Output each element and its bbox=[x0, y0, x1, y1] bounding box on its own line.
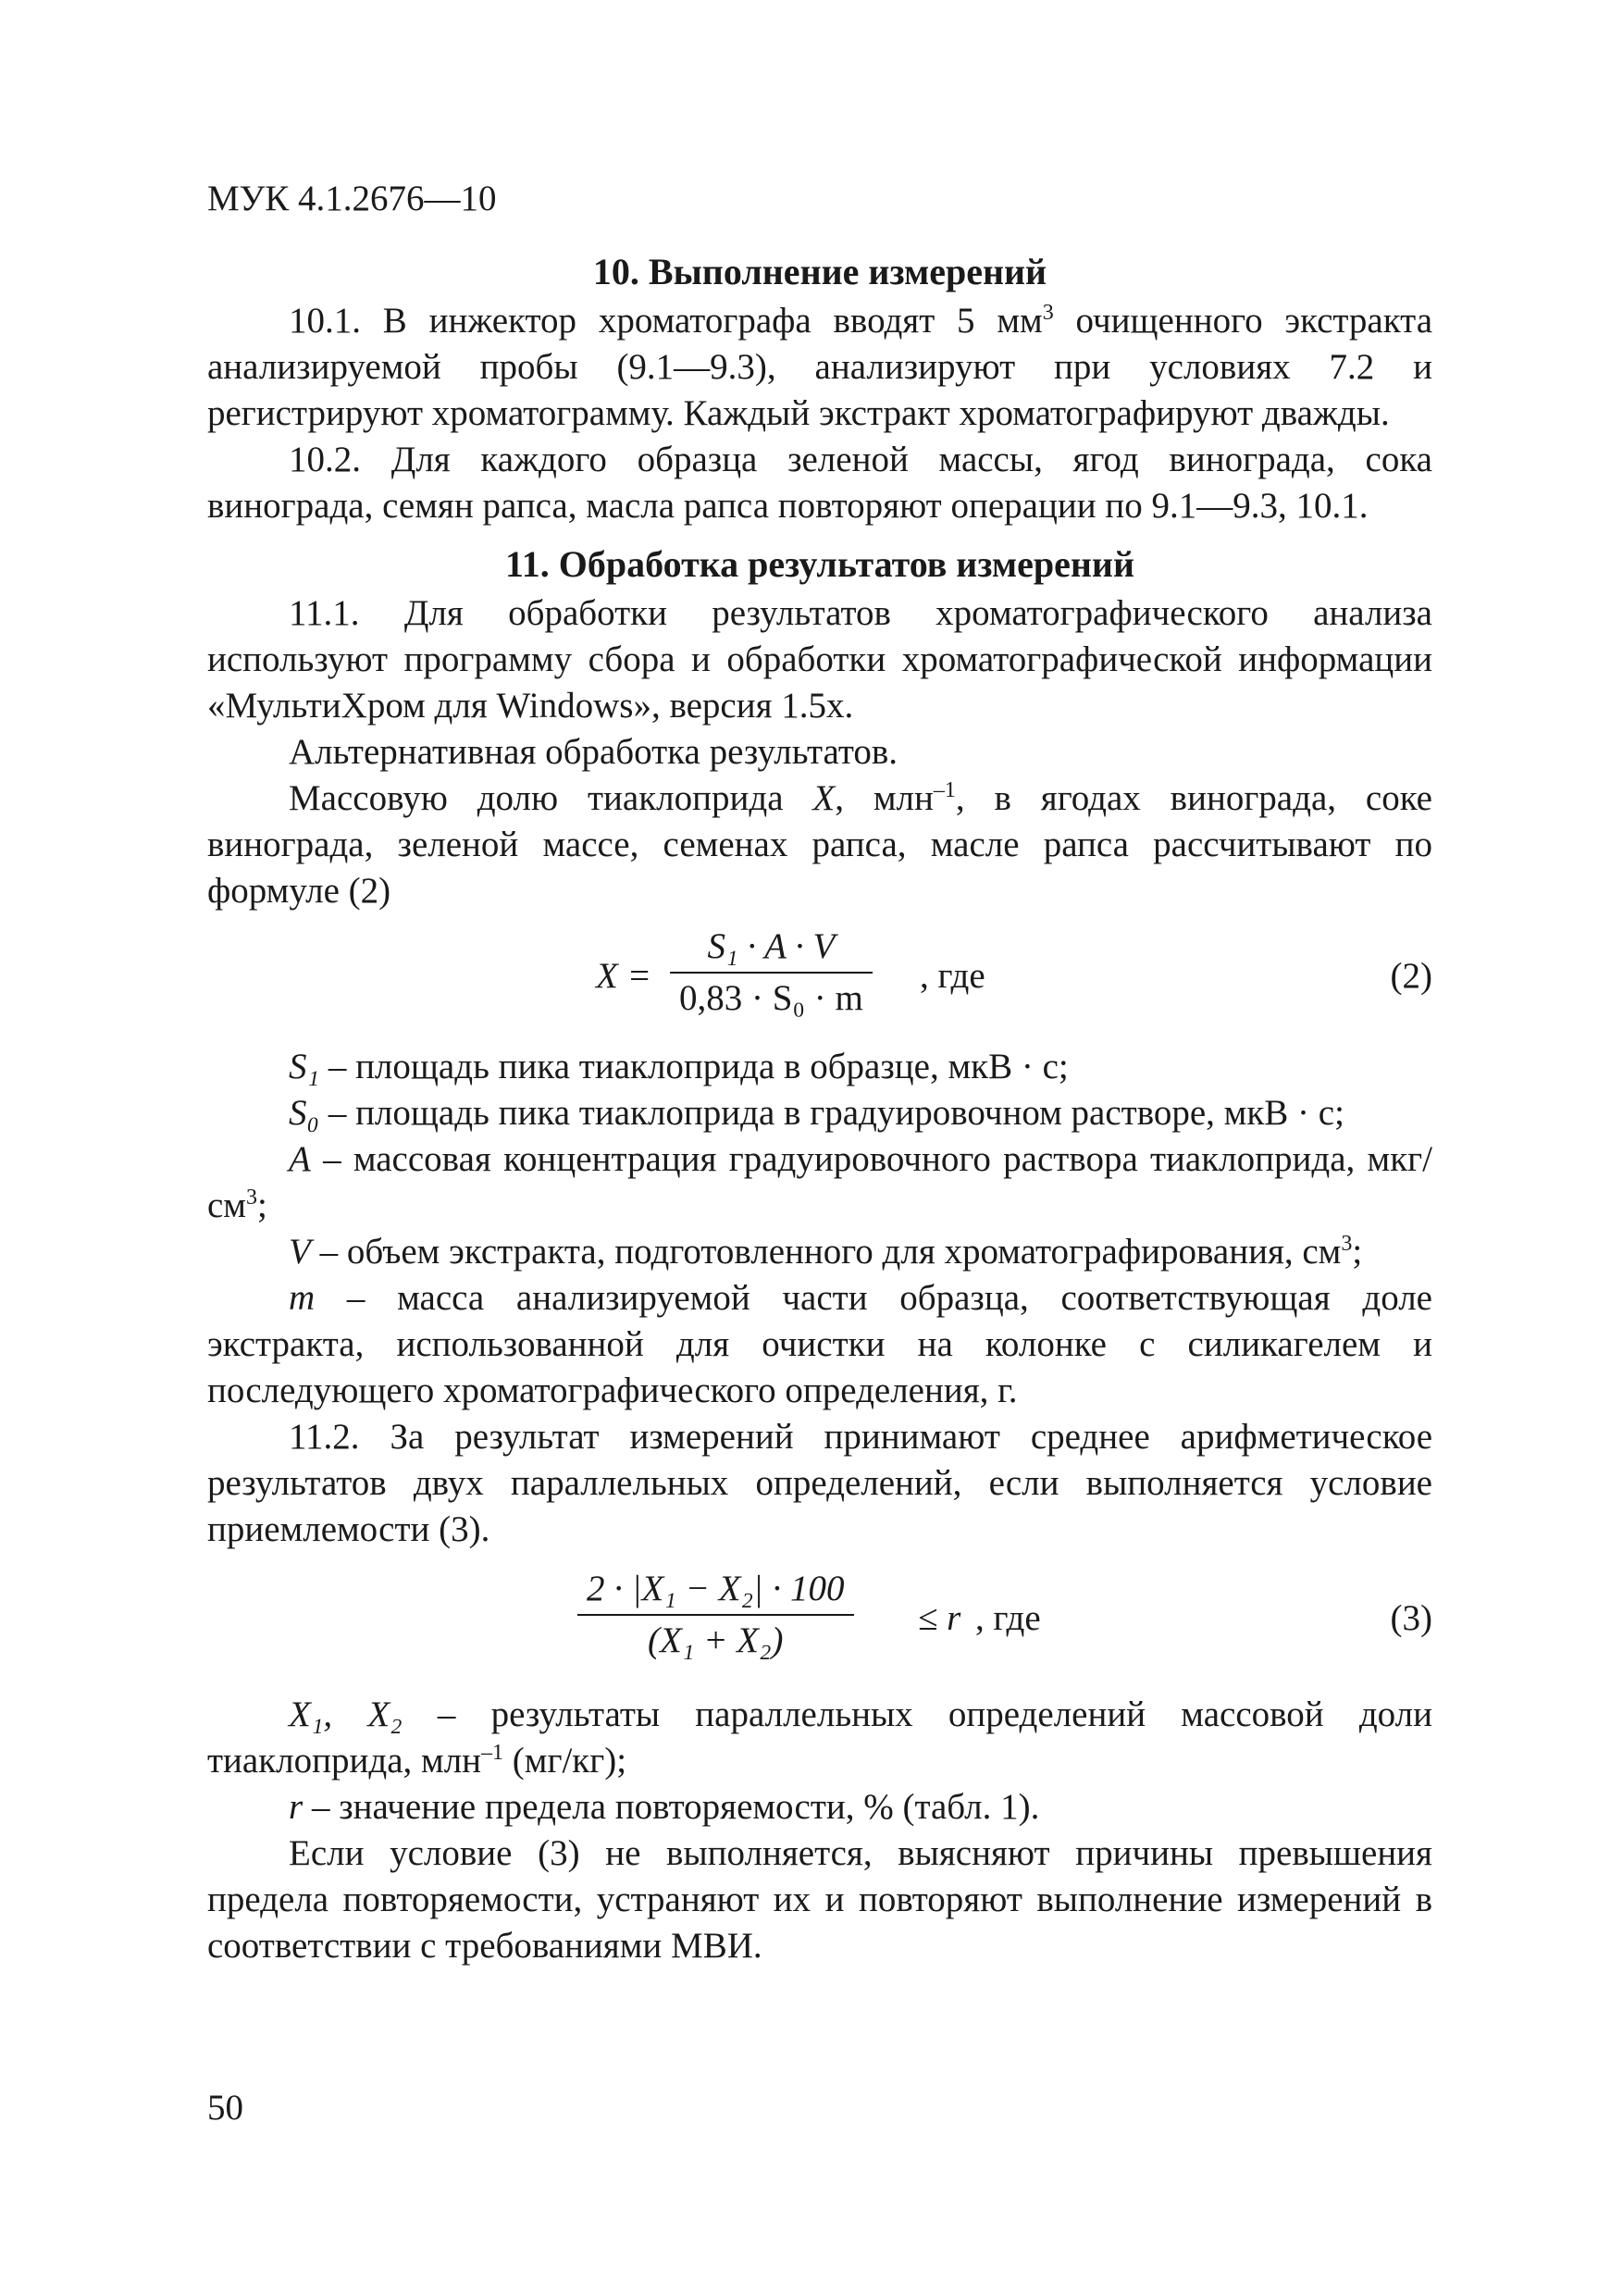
formula-2-fraction bbox=[670, 924, 873, 1022]
paragraph-alt-processing: Альтернативная обработка результатов. bbox=[289, 732, 898, 772]
page-number: 50 bbox=[207, 2088, 243, 2128]
paragraph-10-2: 10.2. Для каждого образца зеленой массы, ягод винограда, сока винограда, семян рапса, масла рапса повторяют операции по 9.1—9.3, 10.1. bbox=[207, 440, 1432, 526]
definition-m: m – масса анализируемой части образца, соответствующая доле экстракта, использованной для очистки на колонке с силикагелем и последующего хроматографического определения, г. bbox=[207, 1278, 1432, 1410]
paragraph-11-1: 11.1. Для обработки результатов хроматографического анализа используют программу сбора и обработки хроматографической информации «МультиХром для Windows», версия 1.5х. bbox=[207, 593, 1432, 726]
formula-3-denominator: (X₁ + X₂) bbox=[647, 1620, 784, 1660]
formula-2-suffix: , где bbox=[920, 956, 985, 996]
formula-2-lhs: X = bbox=[596, 956, 651, 996]
section-10-title: 10. Выполнение измерений bbox=[592, 251, 1047, 292]
paragraph-mass-fraction: Массовую долю тиаклоприда X, млн$^{-1}$, в ягодах винограда, соке винограда, зеленой массе, семенах рапса, масле рапса рассчитывают по формуле (2) bbox=[207, 778, 1432, 911]
formula-3-number: (3) bbox=[1390, 1598, 1432, 1638]
formula-2-numerator: S₁ · A · V bbox=[707, 926, 836, 966]
document-page bbox=[207, 176, 1432, 1969]
formula-3-rhs: ≤ r bbox=[918, 1598, 961, 1638]
definition-a: A – массовая концентрация градуировочного раствора тиаклоприда, мкг/$см^3$; bbox=[207, 1139, 1432, 1225]
formula-2-denominator: 0,83 · S₀ · m bbox=[679, 978, 863, 1018]
formula-2 bbox=[207, 914, 1432, 1044]
definition-s1: S₁ – площадь пика тиаклоприда в образце, мкВ · с; bbox=[289, 1047, 1069, 1086]
section-11-title: 11. Обработка результатов измерений bbox=[504, 543, 1135, 585]
paragraph-11-2: 11.2. За результат измерений принимают среднее арифметическое результатов двух параллельных определений, если выполняется условие приемлемости (3). bbox=[207, 1417, 1432, 1549]
formula-3-fraction bbox=[577, 1566, 854, 1664]
definition-r: r – значение предела повторяемости, % (табл. 1). bbox=[289, 1787, 1040, 1827]
formula-3-suffix: , где bbox=[975, 1598, 1041, 1638]
formula-2-fraction-bar bbox=[670, 972, 873, 974]
formula-3-numerator: 2 · |X₁ − X₂| · 100 bbox=[587, 1569, 845, 1608]
running-header: МУК 4.1.2676—10 bbox=[207, 179, 497, 218]
definition-s0: S₀ – площадь пика тиаклоприда в градуировочном растворе, мкВ · с; bbox=[289, 1093, 1344, 1133]
formula-3 bbox=[207, 1553, 1432, 1692]
paragraph-10-1: 10.1. В инжектор хроматографа вводят 5 $мм^3$ очищенного экстракта анализируемой пробы (9.1—9.3), анализируют при условиях 7.2 и регистрируют хроматограмму. Каждый экстракт хроматографируют дважды. bbox=[207, 301, 1432, 433]
paragraph-condition-fail: Если условие (3) не выполняется, выясняют причины превышения предела повторяемости, устраняют их и повторяют выполнение измерений в соответствии с требованиями МВИ. bbox=[207, 1833, 1432, 1966]
definition-x1-x2: X₁, X₂ – результаты параллельных определений массовой доли тиаклоприда, млн$^{-1}$ (мг/кг); bbox=[207, 1694, 1433, 1781]
formula-3-fraction-bar bbox=[577, 1614, 854, 1616]
formula-2-number: (2) bbox=[1390, 956, 1432, 996]
definition-v: V – объем экстракта, подготовленного для хроматографирования, $см^3$; bbox=[289, 1232, 1363, 1272]
